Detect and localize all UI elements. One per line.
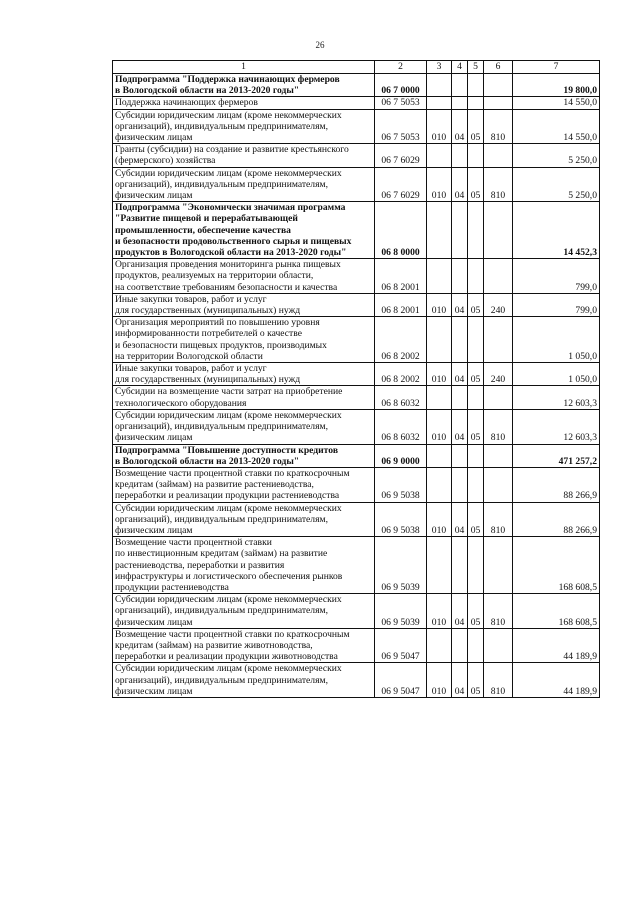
row-name-line: организаций), индивидуальным предпринимателям, — [115, 605, 328, 617]
row-name — [113, 144, 375, 167]
table-row — [113, 663, 600, 698]
row-name-line: промышленности, обеспечение качества — [115, 224, 291, 236]
row-name-line: для государственных (муниципальных) нужд — [115, 374, 301, 386]
row-code: 06 8 2002 — [375, 363, 427, 386]
row-code: 06 8 6032 — [375, 386, 427, 409]
row-expense-type — [484, 628, 513, 663]
row-name-line: Субсидии юридическим лицам (кроме некоммерческих — [115, 663, 342, 675]
row-item — [468, 317, 484, 363]
row-name-line: Субсидии юридическим лицам (кроме некоммерческих — [115, 109, 342, 121]
row-amount: 14 550,0 — [513, 109, 600, 144]
row-subsection — [452, 97, 468, 109]
row-amount: 1 050,0 — [513, 317, 600, 363]
row-name — [113, 409, 375, 444]
row-section — [427, 144, 452, 167]
row-item: 05 — [468, 409, 484, 444]
row-amount: 12 603,3 — [513, 409, 600, 444]
row-item: 05 — [468, 109, 484, 144]
row-expense-type — [484, 97, 513, 109]
table-row — [113, 202, 600, 259]
table-row — [113, 74, 600, 97]
row-code: 06 7 6029 — [375, 167, 427, 202]
row-expense-type — [484, 317, 513, 363]
row-name-line: Гранты (субсидии) на создание и развитие крестьянского — [115, 144, 349, 156]
row-expense-type — [484, 537, 513, 594]
row-name-line: физическим лицам — [115, 616, 193, 628]
header-col-7: 7 — [513, 61, 600, 74]
row-name-line: Субсидии юридическим лицам (кроме некоммерческих — [115, 502, 342, 514]
row-item — [468, 628, 484, 663]
row-amount: 168 608,5 — [513, 537, 600, 594]
row-item: 05 — [468, 663, 484, 698]
row-subsection — [452, 74, 468, 97]
row-subsection: 04 — [452, 502, 468, 537]
table-row — [113, 502, 600, 537]
row-code: 06 7 5053 — [375, 109, 427, 144]
table-row — [113, 537, 600, 594]
table-row — [113, 97, 600, 109]
row-name-line: физическим лицам — [115, 190, 193, 202]
row-amount: 12 603,3 — [513, 386, 600, 409]
row-amount: 14 550,0 — [513, 97, 600, 109]
row-subsection: 04 — [452, 409, 468, 444]
row-name — [113, 467, 375, 502]
row-item — [468, 386, 484, 409]
row-expense-type: 810 — [484, 663, 513, 698]
row-subsection — [452, 386, 468, 409]
row-item: 05 — [468, 594, 484, 629]
row-name-line: Возмещение части процентной ставки по краткосрочным — [115, 467, 350, 479]
row-name-line: физическим лицам — [115, 685, 193, 697]
table-row — [113, 109, 600, 144]
row-name-line: в Вологодской области на 2013-2020 годы" — [115, 455, 300, 467]
row-item: 05 — [468, 293, 484, 316]
row-amount: 799,0 — [513, 293, 600, 316]
row-amount: 5 250,0 — [513, 167, 600, 202]
row-name — [113, 594, 375, 629]
row-section: 010 — [427, 663, 452, 698]
row-name — [113, 97, 375, 109]
row-section — [427, 537, 452, 594]
row-item — [468, 537, 484, 594]
row-expense-type: 810 — [484, 109, 513, 144]
row-name-line: продуктов в Вологодской области на 2013-2020 годы" — [115, 247, 347, 259]
row-name-line: Субсидии на возмещение части затрат на приобретение — [115, 386, 343, 398]
row-subsection — [452, 444, 468, 467]
header-col-3: 3 — [427, 61, 452, 74]
row-name-line: физическим лицам — [115, 432, 193, 444]
page-number: 26 — [315, 40, 325, 50]
row-section: 010 — [427, 293, 452, 316]
row-subsection: 04 — [452, 663, 468, 698]
table-row — [113, 594, 600, 629]
row-name-line: и безопасности продовольственного сырья и пищевых — [115, 235, 352, 247]
row-code: 06 7 6029 — [375, 144, 427, 167]
row-name-line: Возмещение части процентной ставки — [115, 537, 272, 549]
row-expense-type — [484, 444, 513, 467]
row-name-line: физическим лицам — [115, 524, 193, 536]
row-name-line: растениеводства, переработки и развития — [115, 559, 285, 571]
header-col-6: 6 — [484, 61, 513, 74]
row-name-line: продуктов, реализуемых на территории области, — [115, 270, 314, 282]
row-name-line: на соответствие требованиям безопасности и качества — [115, 281, 338, 293]
row-item — [468, 259, 484, 294]
row-name-line: физическим лицам — [115, 132, 193, 144]
row-section: 010 — [427, 409, 452, 444]
row-name-line: Подпрограмма "Поддержка начинающих фермеров — [115, 74, 340, 85]
row-name — [113, 109, 375, 144]
row-code: 06 9 5047 — [375, 663, 427, 698]
row-amount: 168 608,5 — [513, 594, 600, 629]
row-name-line: переработки и реализации продукции растениеводства — [115, 490, 340, 502]
row-name-line: кредитам (займам) на развитие животноводства, — [115, 639, 313, 651]
row-name — [113, 74, 375, 97]
row-expense-type: 810 — [484, 409, 513, 444]
row-name-line: Возмещение части процентной ставки по краткосрочным — [115, 628, 350, 640]
row-name — [113, 386, 375, 409]
row-item — [468, 144, 484, 167]
row-name-line: и безопасности пищевых продуктов, производимых — [115, 339, 327, 351]
row-code: 06 8 0000 — [375, 202, 427, 259]
row-section — [427, 202, 452, 259]
table-header-row — [113, 61, 600, 74]
row-name-line: Иные закупки товаров, работ и услуг — [115, 293, 267, 305]
row-expense-type: 240 — [484, 363, 513, 386]
table-row — [113, 467, 600, 502]
row-name-line: организаций), индивидуальным предпринимателям, — [115, 120, 328, 132]
row-subsection: 04 — [452, 293, 468, 316]
row-name-line: Субсидии юридическим лицам (кроме некоммерческих — [115, 594, 342, 606]
row-subsection: 04 — [452, 167, 468, 202]
row-name-line: организаций), индивидуальным предпринимателям, — [115, 513, 328, 525]
row-amount: 799,0 — [513, 259, 600, 294]
row-section — [427, 386, 452, 409]
row-name-line: для государственных (муниципальных) нужд — [115, 305, 301, 317]
row-item — [468, 97, 484, 109]
table-row — [113, 628, 600, 663]
row-amount: 19 800,0 — [513, 74, 600, 97]
row-code: 06 8 6032 — [375, 409, 427, 444]
table-row — [113, 167, 600, 202]
row-section: 010 — [427, 109, 452, 144]
row-name-line: по инвестиционным кредитам (займам) на развитие — [115, 548, 328, 560]
row-subsection — [452, 467, 468, 502]
row-code: 06 7 0000 — [375, 74, 427, 97]
table-row — [113, 259, 600, 294]
header-col-4: 4 — [452, 61, 468, 74]
row-item — [468, 444, 484, 467]
row-expense-type — [484, 74, 513, 97]
row-name — [113, 293, 375, 316]
row-name-line: Иные закупки товаров, работ и услуг — [115, 363, 267, 375]
row-code: 06 9 5038 — [375, 502, 427, 537]
row-item: 05 — [468, 502, 484, 537]
row-code: 06 9 5039 — [375, 594, 427, 629]
row-section: 010 — [427, 502, 452, 537]
row-name — [113, 317, 375, 363]
row-subsection — [452, 628, 468, 663]
table-row — [113, 363, 600, 386]
row-amount: 14 452,3 — [513, 202, 600, 259]
row-name — [113, 167, 375, 202]
row-section — [427, 628, 452, 663]
row-name-line: Подпрограмма "Повышение доступности кредитов — [115, 444, 339, 456]
row-name-line: Поддержка начинающих фермеров — [115, 97, 258, 109]
row-subsection — [452, 259, 468, 294]
row-subsection: 04 — [452, 363, 468, 386]
row-name-line: продукции растениеводства — [115, 581, 229, 593]
row-subsection — [452, 202, 468, 259]
budget-table — [112, 60, 600, 698]
row-item — [468, 202, 484, 259]
row-code: 06 9 5047 — [375, 628, 427, 663]
row-name-line: информированности потребителей о качестве — [115, 328, 302, 340]
header-col-1: 1 — [113, 61, 375, 74]
row-section — [427, 259, 452, 294]
row-code: 06 9 0000 — [375, 444, 427, 467]
row-expense-type — [484, 144, 513, 167]
row-name-line: организаций), индивидуальным предпринимателям, — [115, 178, 328, 190]
row-name-line: технологического оборудования — [115, 397, 247, 409]
table-row — [113, 444, 600, 467]
row-code: 06 9 5038 — [375, 467, 427, 502]
row-subsection: 04 — [452, 594, 468, 629]
row-name — [113, 502, 375, 537]
row-name-line: кредитам (займам) на развитие растениеводства, — [115, 479, 314, 491]
row-item — [468, 74, 484, 97]
table-row — [113, 144, 600, 167]
row-section — [427, 74, 452, 97]
row-name-line: организаций), индивидуальным предпринимателям, — [115, 674, 328, 686]
row-code: 06 8 2001 — [375, 259, 427, 294]
row-code: 06 8 2001 — [375, 293, 427, 316]
row-name-line: "Развитие пищевой и перерабатывающей — [115, 213, 298, 225]
row-code: 06 7 5053 — [375, 97, 427, 109]
header-col-2: 2 — [375, 61, 427, 74]
row-expense-type — [484, 386, 513, 409]
row-name — [113, 363, 375, 386]
row-amount: 5 250,0 — [513, 144, 600, 167]
row-name — [113, 202, 375, 259]
row-item: 05 — [468, 363, 484, 386]
row-name — [113, 537, 375, 594]
row-amount: 88 266,9 — [513, 467, 600, 502]
row-amount: 44 189,9 — [513, 628, 600, 663]
table-row — [113, 317, 600, 363]
row-name-line: инфраструктуры и логистического обеспечения рынков — [115, 570, 343, 582]
row-subsection — [452, 317, 468, 363]
row-name-line: Организация проведения мониторинга рынка пищевых — [115, 259, 341, 271]
row-subsection: 04 — [452, 109, 468, 144]
row-name-line: на территории Вологодской области — [115, 350, 263, 362]
row-section — [427, 467, 452, 502]
row-name-line: (фермерского) хозяйства — [115, 155, 216, 167]
row-subsection — [452, 537, 468, 594]
row-section — [427, 444, 452, 467]
row-expense-type — [484, 467, 513, 502]
row-section: 010 — [427, 594, 452, 629]
table-row — [113, 386, 600, 409]
row-amount: 1 050,0 — [513, 363, 600, 386]
row-name-line: переработки и реализации продукции животноводства — [115, 651, 338, 663]
row-name-line: Субсидии юридическим лицам (кроме некоммерческих — [115, 409, 342, 421]
row-section — [427, 317, 452, 363]
row-expense-type — [484, 259, 513, 294]
row-name-line: в Вологодской области на 2013-2020 годы" — [115, 85, 300, 97]
row-code: 06 9 5039 — [375, 537, 427, 594]
row-code: 06 8 2002 — [375, 317, 427, 363]
row-expense-type — [484, 202, 513, 259]
row-name-line: Субсидии юридическим лицам (кроме некоммерческих — [115, 167, 342, 179]
row-amount: 471 257,2 — [513, 444, 600, 467]
row-name — [113, 444, 375, 467]
row-section: 010 — [427, 167, 452, 202]
row-expense-type: 810 — [484, 594, 513, 629]
row-item — [468, 467, 484, 502]
row-section — [427, 97, 452, 109]
row-name — [113, 628, 375, 663]
row-amount: 88 266,9 — [513, 502, 600, 537]
row-expense-type: 810 — [484, 167, 513, 202]
table-row — [113, 409, 600, 444]
row-name — [113, 663, 375, 698]
table-row — [113, 293, 600, 316]
row-section: 010 — [427, 363, 452, 386]
row-subsection — [452, 144, 468, 167]
row-expense-type: 810 — [484, 502, 513, 537]
row-amount: 44 189,9 — [513, 663, 600, 698]
row-name-line: организаций), индивидуальным предпринимателям, — [115, 421, 328, 433]
row-expense-type: 240 — [484, 293, 513, 316]
header-col-5: 5 — [468, 61, 484, 74]
row-name — [113, 259, 375, 294]
row-name-line: Подпрограмма "Экономически значимая программа — [115, 202, 346, 214]
row-item: 05 — [468, 167, 484, 202]
row-name-line: Организация мероприятий по повышению уровня — [115, 317, 320, 329]
